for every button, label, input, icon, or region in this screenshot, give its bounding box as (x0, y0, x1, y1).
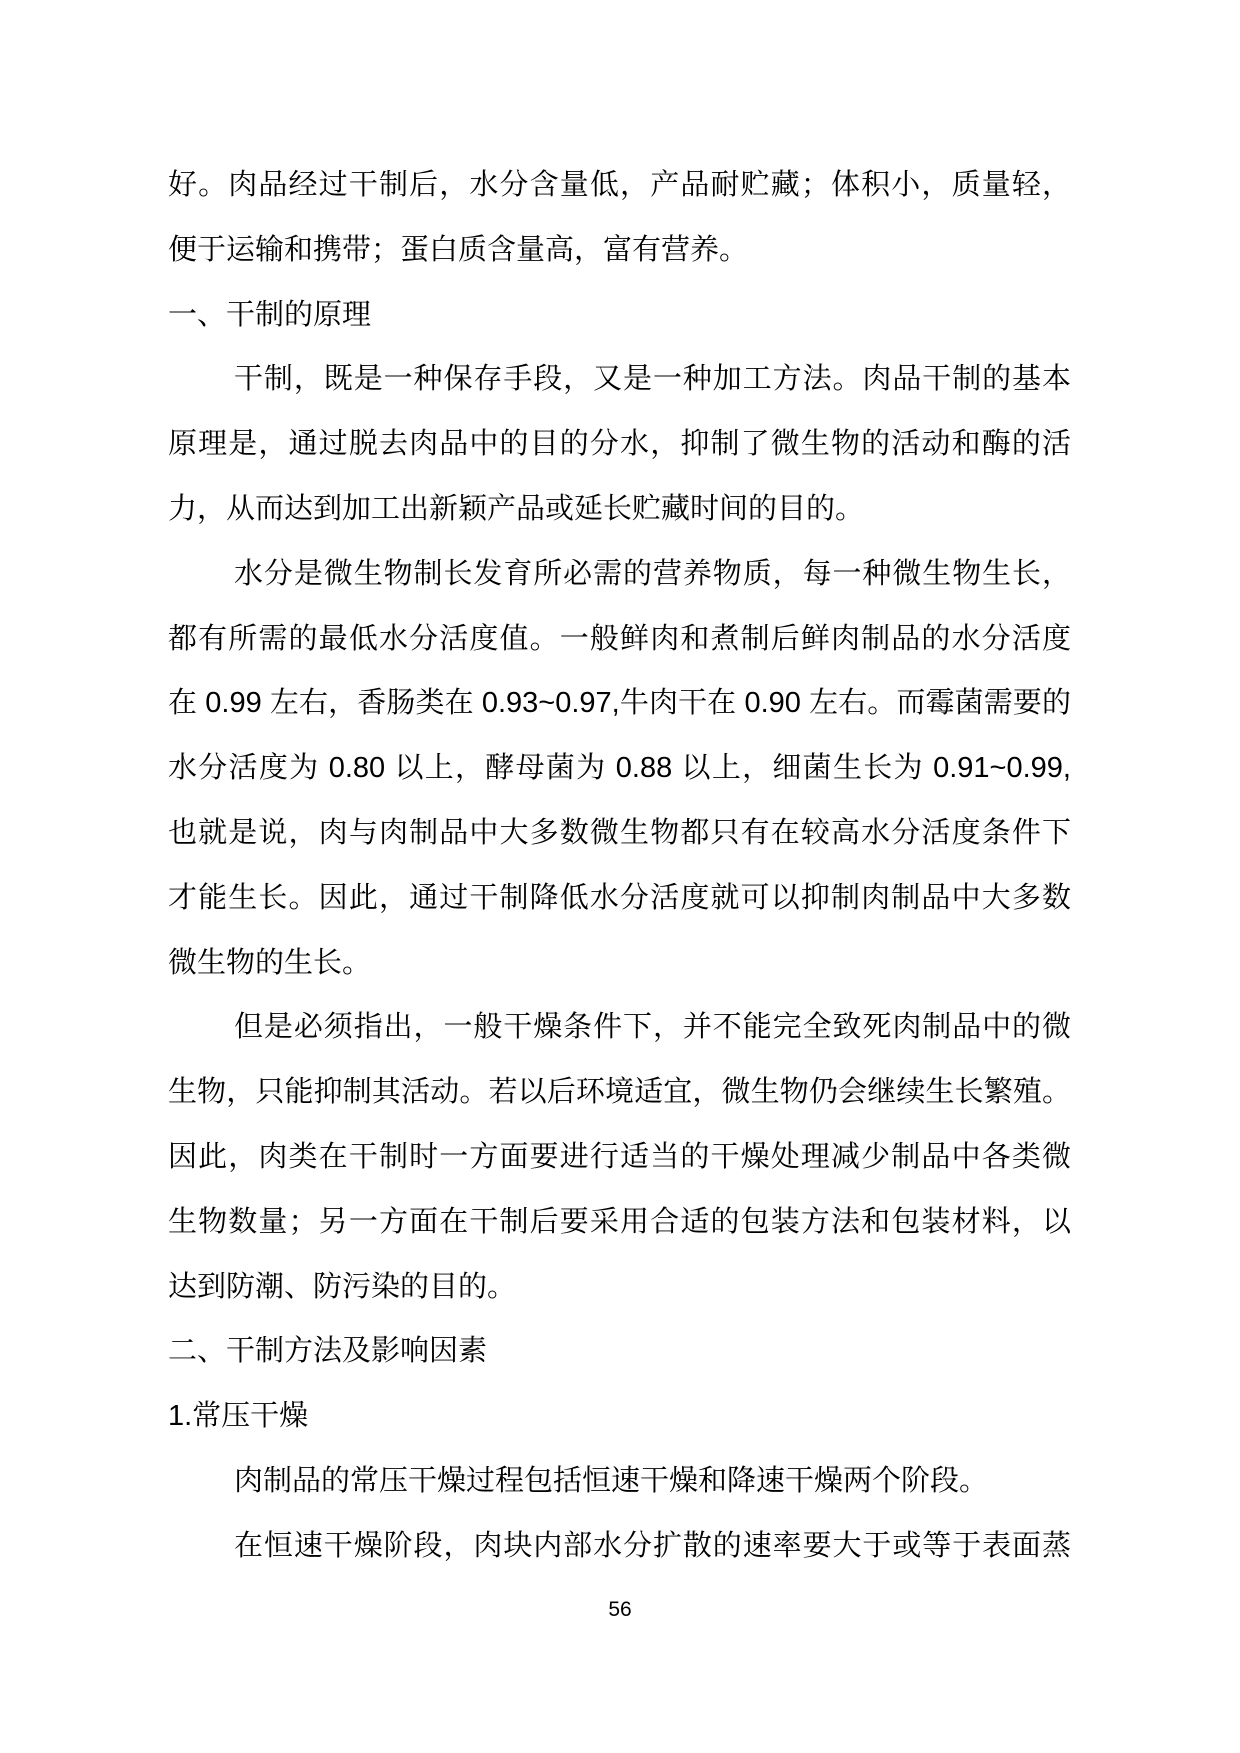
para-line: 水分活度为 0.80 以上，酵母菌为 0.88 以上，细菌生长为 0.91~0.99, (168, 752, 1071, 785)
para-line: 微生物的生长。 (168, 946, 372, 979)
para-line: 生物数量；另一方面在干制后要采用合适的包装方法和包装材料，以 (168, 1205, 1071, 1238)
para-line: 生物，只能抑制其活动。若以后环境适宜，微生物仍会继续生长繁殖。 (168, 1076, 1071, 1109)
para-line: 才能生长。因此，通过干制降低水分活度就可以抑制肉制品中大多数 (168, 881, 1071, 914)
para-line: 肉制品的常压干燥过程包括恒速干燥和降速干燥两个阶段。 (234, 1464, 989, 1497)
document-body (168, 153, 1071, 1579)
para-line: 便于运输和携带；蛋白质含量高，富有营养。 (168, 233, 749, 266)
para-line: 达到防潮、防污染的目的。 (168, 1270, 517, 1303)
para-line: 都有所需的最低水分活度值。一般鲜肉和煮制后鲜肉制品的水分活度 (168, 622, 1071, 655)
para-line: 干制，既是一种保存手段，又是一种加工方法。肉品干制的基本 (234, 363, 1071, 396)
para-line: 水分是微生物制长发育所必需的营养物质，每一种微生物生长， (234, 557, 1071, 590)
sub-heading-1: 1.常压干燥 (168, 1400, 309, 1433)
para-line: 因此，肉类在干制时一方面要进行适当的干燥处理减少制品中各类微 (168, 1140, 1071, 1173)
para-line: 在恒速干燥阶段，肉块内部水分扩散的速率要大于或等于表面蒸 (234, 1529, 1071, 1562)
section-heading-1: 一、干制的原理 (168, 298, 372, 331)
para-line: 原理是，通过脱去肉品中的目的分水，抑制了微生物的活动和酶的活 (168, 428, 1071, 461)
para-line: 但是必须指出，一般干燥条件下，并不能完全致死肉制品中的微 (234, 1011, 1071, 1044)
para-line: 在 0.99 左右，香肠类在 0.93~0.97,牛肉干在 0.90 左右。而霉菌需要的 (168, 687, 1071, 720)
section-heading-2: 二、干制方法及影响因素 (168, 1335, 488, 1368)
page-number: 56 (608, 1598, 632, 1621)
para-line: 好。肉品经过干制后，水分含量低，产品耐贮藏；体积小，质量轻， (168, 169, 1071, 201)
para-line: 也就是说，肉与肉制品中大多数微生物都只有在较高水分活度条件下 (168, 816, 1071, 849)
para-line: 力，从而达到加工出新颖产品或延长贮藏时间的目的。 (168, 492, 865, 525)
